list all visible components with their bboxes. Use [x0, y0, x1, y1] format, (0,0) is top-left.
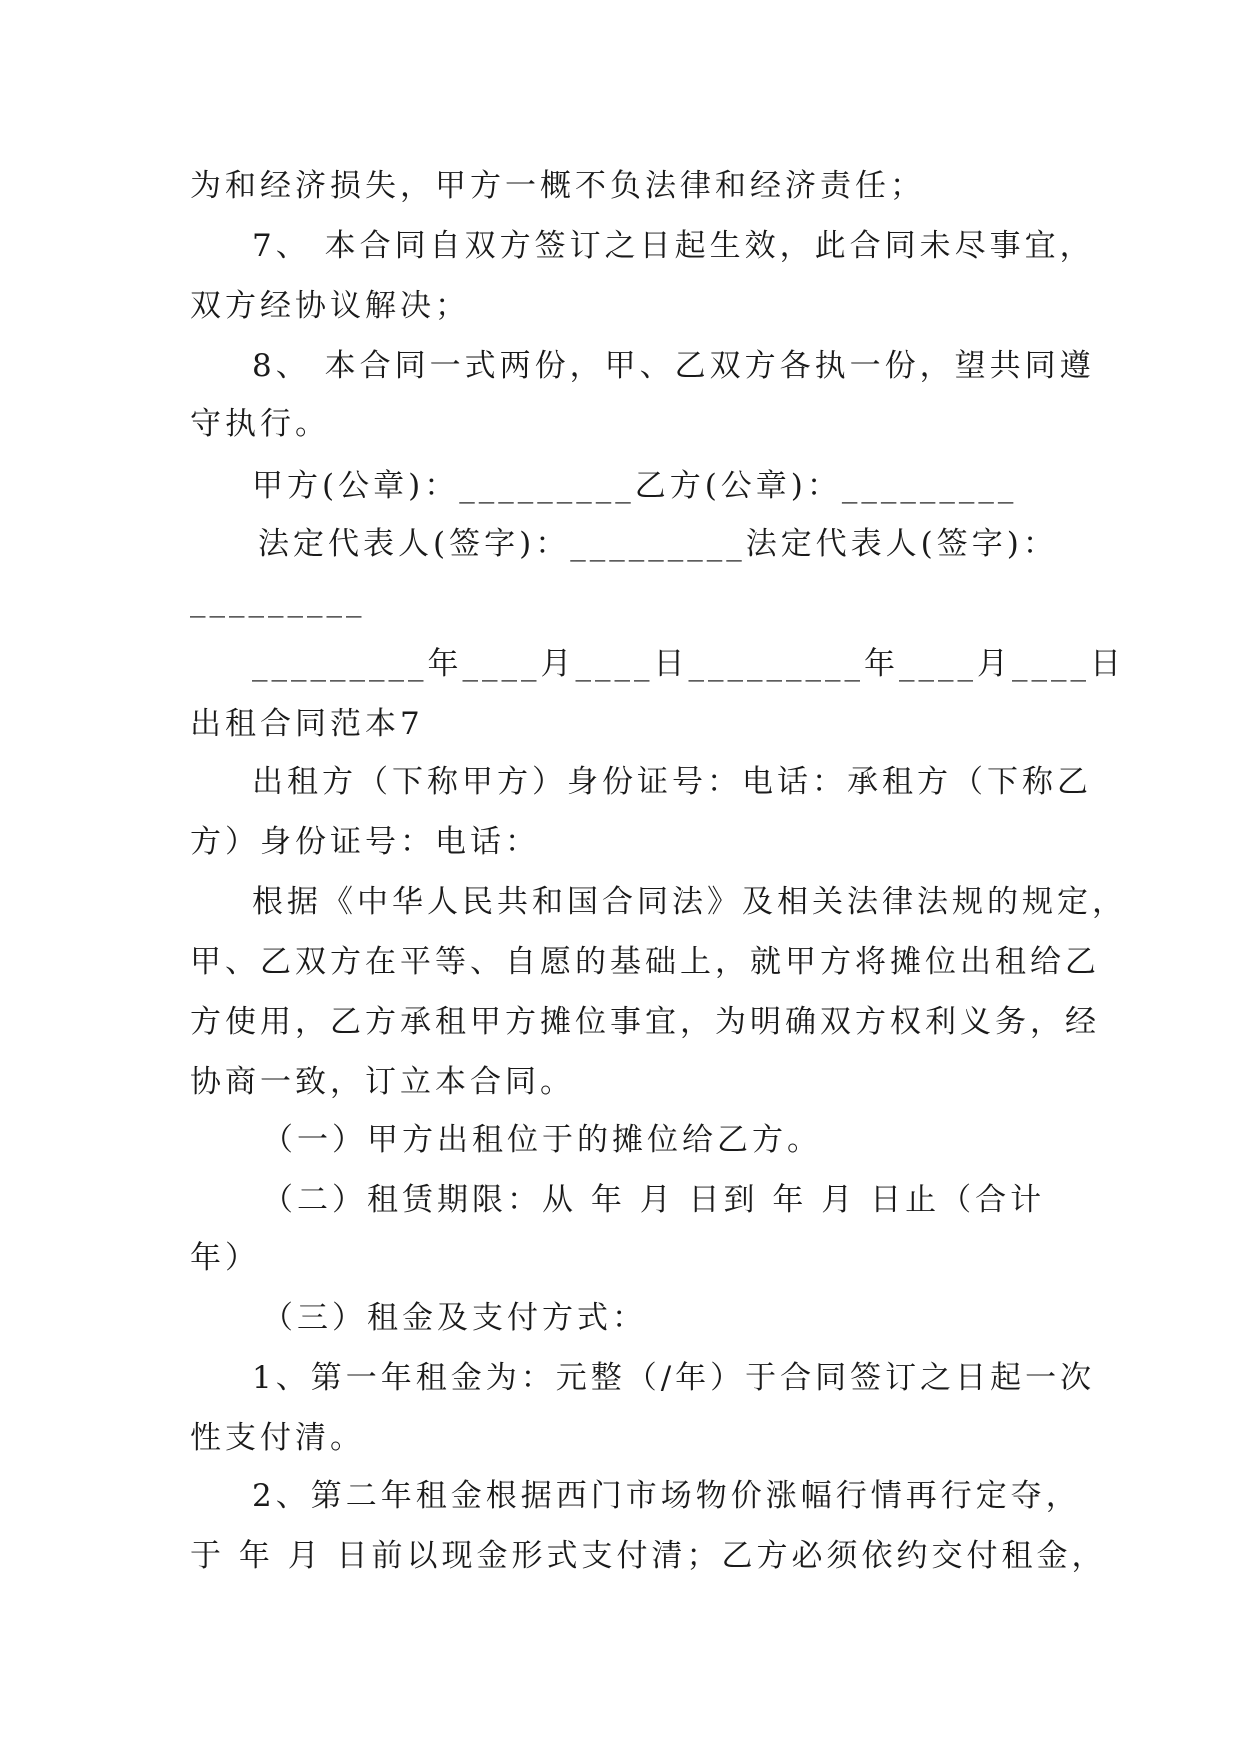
text-line: 性支付清。: [190, 1420, 365, 1456]
text-line: 年）: [190, 1240, 260, 1276]
signature-blank: _________: [190, 582, 366, 618]
clause-three: （三）租金及支付方式：: [262, 1300, 647, 1336]
text-line: 于 年 月 日前以现金形式支付清；乙方必须依约交付租金，: [190, 1538, 1107, 1574]
text-line: 出租方（下称甲方）身份证号：电话：承租方（下称乙: [252, 764, 1092, 800]
text-line: 方使用，乙方承租甲方摊位事宜，为明确双方权利义务，经: [190, 1004, 1100, 1040]
text-line: 双方经协议解决；: [190, 288, 470, 324]
text-line: 1、第一年租金为：元整（/年）于合同签订之日起一次: [252, 1360, 1096, 1396]
text-line: 2、第二年租金根据西门市场物价涨幅行情再行定夺，: [252, 1478, 1081, 1514]
text-line: 8、 本合同一式两份，甲、乙双方各执一份，望共同遵: [252, 348, 1095, 384]
date-line: _________年____月____日_________年____月____日: [252, 646, 1125, 682]
section-title: 出租合同范本7: [190, 706, 424, 742]
text-line: 7、 本合同自双方签订之日起生效，此合同未尽事宜，: [252, 228, 1095, 264]
text-line: 为和经济损失，甲方一概不负法律和经济责任；: [190, 168, 925, 204]
signature-line-seal: 甲方(公章)：_________乙方(公章)：_________: [252, 468, 1018, 504]
text-line: 协商一致，订立本合同。: [190, 1064, 575, 1100]
signature-line-representative: 法定代表人(签字)：_________法定代表人(签字)：: [258, 526, 1058, 562]
text-line: 守执行。: [190, 406, 330, 442]
text-line: 甲、乙双方在平等、自愿的基础上，就甲方将摊位出租给乙: [190, 944, 1100, 980]
clause-two: （二）租赁期限：从 年 月 日到 年 月 日止（合计: [262, 1182, 1046, 1218]
text-line: 根据《中华人民共和国合同法》及相关法律法规的规定，: [252, 884, 1127, 920]
clause-one: （一）甲方出租位于的摊位给乙方。: [262, 1122, 822, 1158]
text-line: 方）身份证号：电话：: [190, 824, 540, 860]
